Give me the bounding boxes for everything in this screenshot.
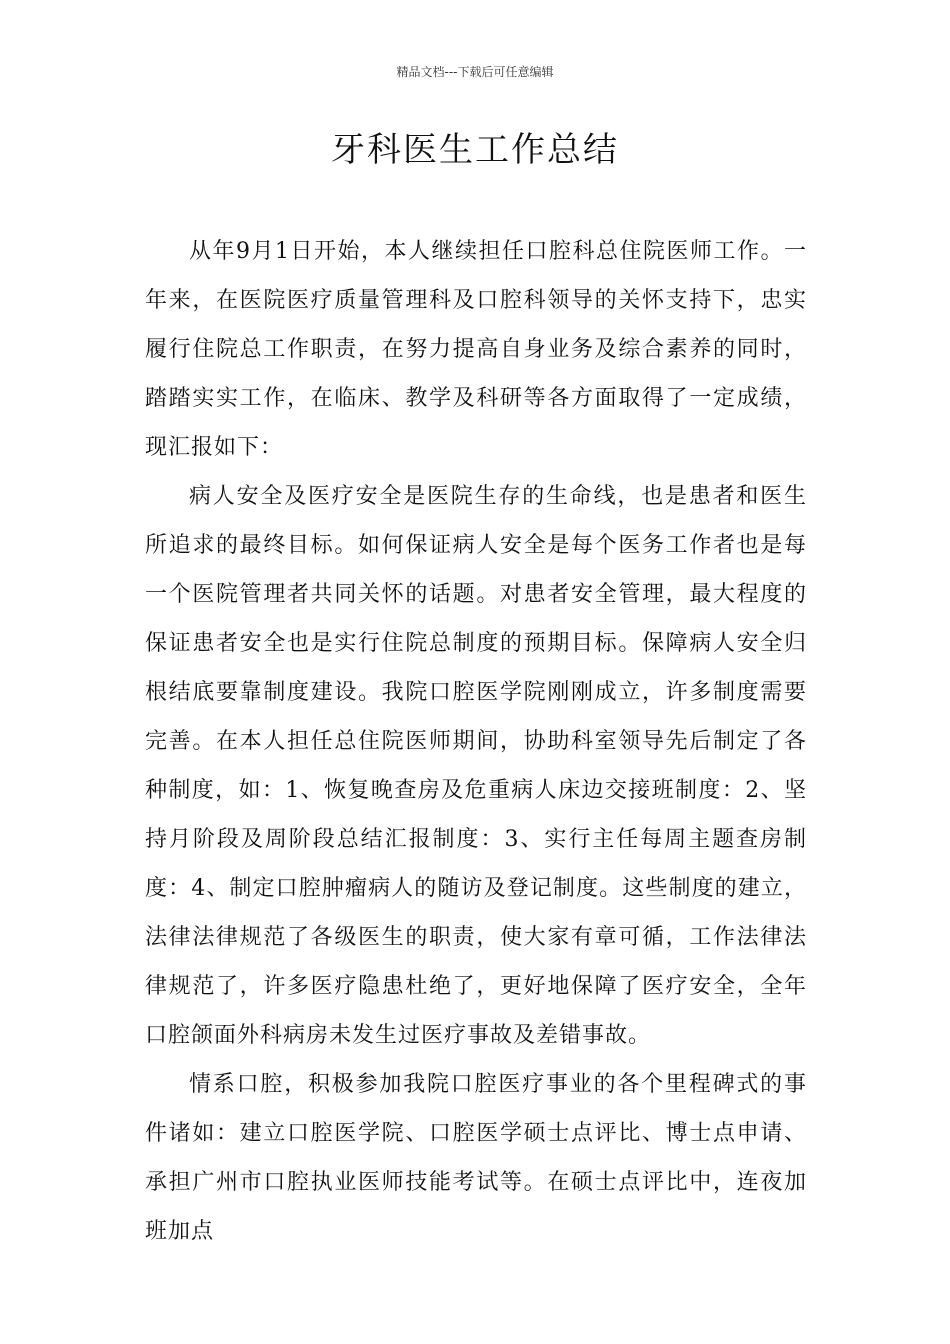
- document-title: 牙科医生工作总结: [331, 130, 619, 170]
- paragraph-intro: 从年9月1日开始，本人继续担任口腔科总住院医师工作。一年来，在医院医疗质量管理科及口腔科领导的关怀支持下，忠实履行住院总工作职责，在努力提高自身业务及综合素养的同时，踏踏实实工作，在临床、教学及科研等各方面取得了一定成绩，现汇报如下：: [145, 239, 807, 460]
- header-note: 精品文档---下载后可任意编辑: [396, 65, 554, 79]
- document-body: [145, 227, 807, 1256]
- paragraph-events: 情系口腔，积极参加我院口腔医疗事业的各个里程碑式的事件诸如：建立口腔医学院、口腔医学硕士点评比、博士点申请、承担广州市口腔执业医师技能考试等。在硕士点评比中，连夜加班加点: [145, 1072, 807, 1244]
- paragraph-safety: 病人安全及医疗安全是医院生存的生命线，也是患者和医生所追求的最终目标。如何保证病人安全是每个医务工作者也是每一个医院管理者共同关怀的话题。对患者安全管理，最大程度的保证患者安全也是实行住院总制度的预期目标。保障病人安全归根结底要靠制度建设。我院口腔医学院刚刚成立，许多制度需要完善。在本人担任总住院医师期间，协助科室领导先后制定了各种制度，如：1、恢复晚查房及危重病人床边交接班制度：2、坚持月阶段及周阶段总结汇报制度：3、实行主任每周主题查房制度：4、制定口腔肿瘤病人的随访及登记制度。这些制度的建立，法律法律规范了各级医生的职责，使大家有章可循，工作法律法律规范了，许多医疗隐患杜绝了，更好地保障了医疗安全，全年口腔颌面外科病房未发生过医疗事故及差错事故。: [145, 484, 807, 1048]
